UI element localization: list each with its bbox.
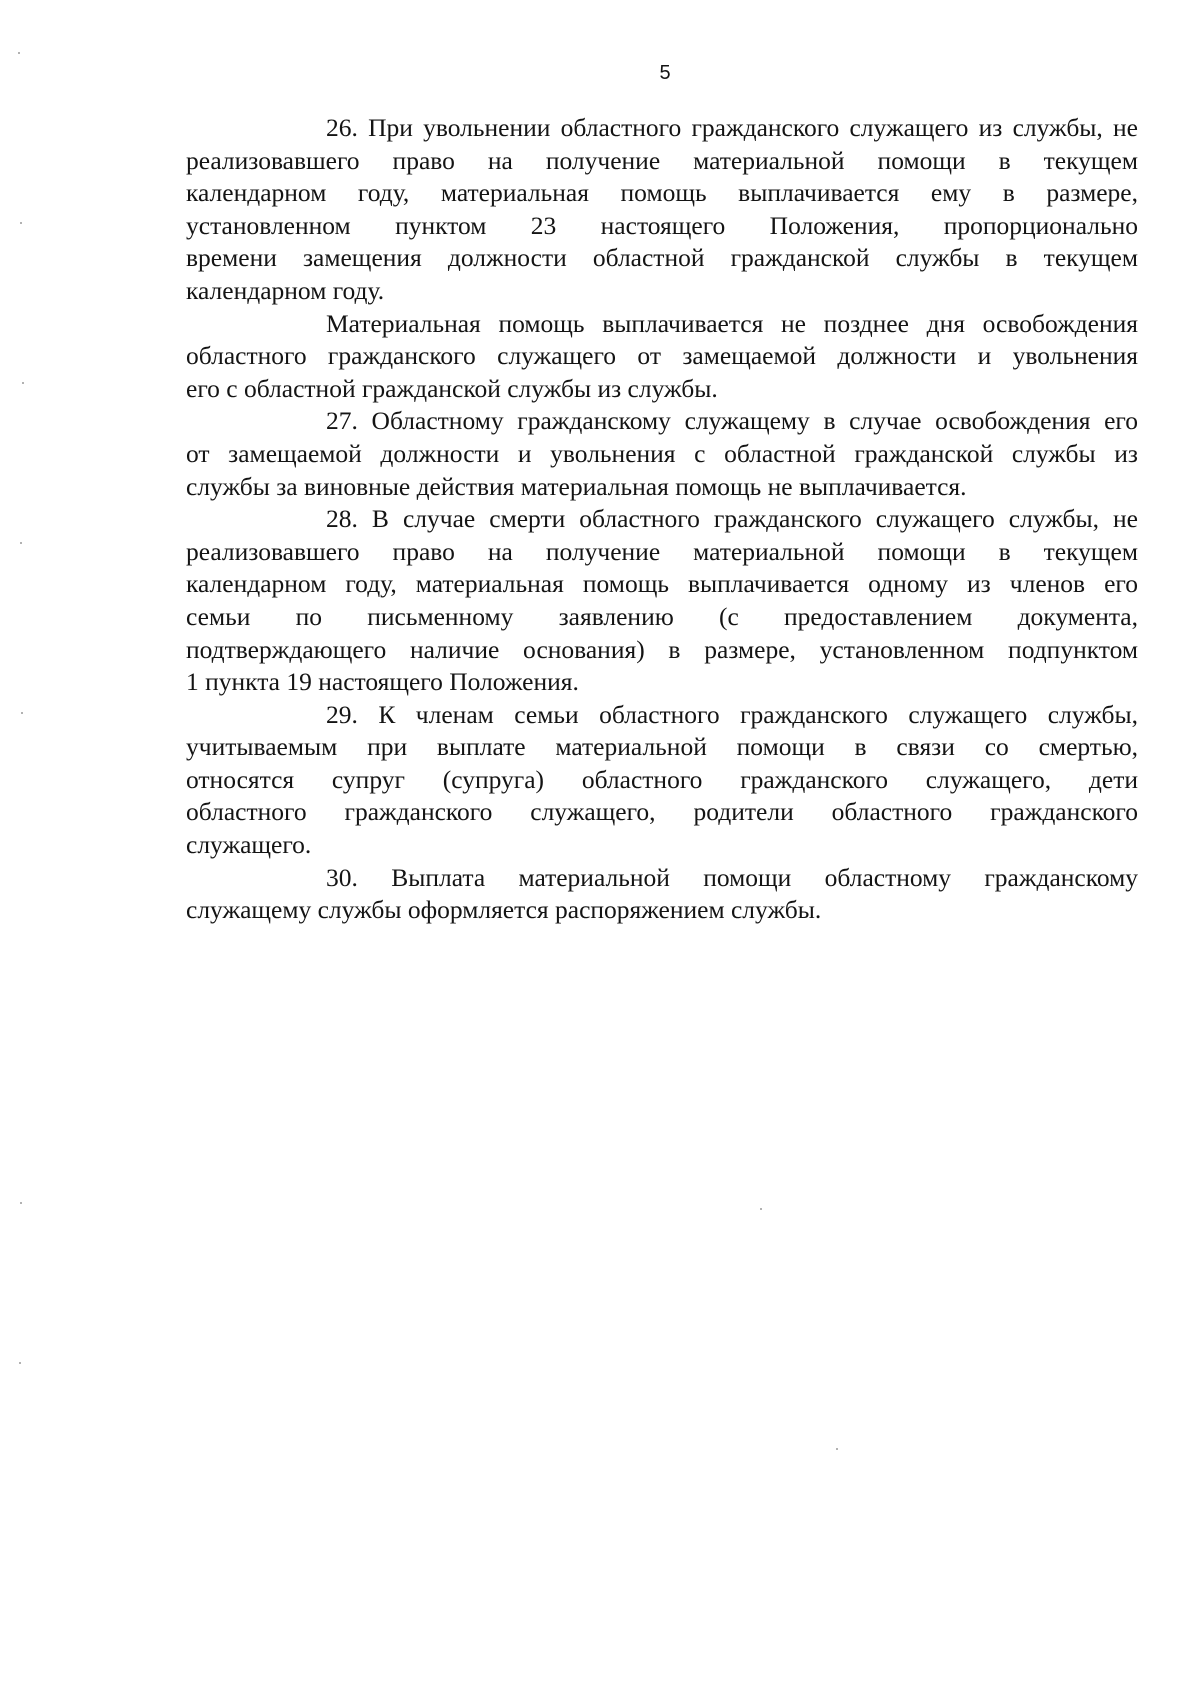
paragraph-line: установленном пунктом 23 настоящего Положения, пропорционально: [186, 210, 1138, 240]
paragraph-line: служащего.: [186, 830, 312, 860]
paragraph-line: Материальная помощь выплачивается не позднее дня освобождения: [326, 308, 1138, 338]
paragraph-line: календарном году.: [186, 275, 385, 305]
paragraph-line: его с областной гражданской службы из службы.: [186, 373, 718, 403]
paragraph-line: 1 пункта 19 настоящего Положения.: [186, 667, 579, 697]
document-body: [186, 112, 1138, 927]
paragraph-line: относятся супруг (супруга) областного гражданского служащего, дети: [186, 764, 1138, 794]
scan-speck: [760, 1208, 762, 1210]
scan-speck: [20, 1202, 22, 1204]
paragraph-line: подтверждающего наличие основания) в размере, установленном подпунктом: [186, 634, 1138, 664]
paragraph-line: служащему службы оформляется распоряжением службы.: [186, 895, 822, 925]
scan-speck: [22, 382, 24, 384]
paragraph-line: областного гражданского служащего от замещаемой должности и увольнения: [186, 341, 1138, 371]
paragraph-27: [186, 405, 1138, 503]
paragraph-30: [186, 862, 1138, 927]
paragraph-line: календарном году, материальная помощь выплачивается одному из членов его: [186, 569, 1138, 599]
paragraph-line: реализовавшего право на получение материальной помощи в текущем: [186, 536, 1138, 566]
paragraph-26: [186, 112, 1138, 308]
scan-speck: [19, 1362, 21, 1364]
paragraph-line: семьи по письменному заявлению (с предоставлением документа,: [186, 601, 1138, 631]
scan-speck: [21, 712, 23, 714]
page-number: 5: [659, 62, 671, 84]
scan-speck: [836, 1448, 838, 1450]
scan-speck: [20, 542, 22, 544]
paragraph-29: [186, 699, 1138, 862]
paragraph-line: 27. Областному гражданскому служащему в случае освобождения его: [326, 406, 1138, 436]
paragraph-line: 30. Выплата материальной помощи областному гражданскому: [326, 862, 1138, 892]
scan-speck: [18, 52, 20, 54]
paragraph-line: 26. При увольнении областного гражданского служащего из службы, не: [326, 113, 1138, 142]
paragraph-line: календарном году, материальная помощь выплачивается ему в размере,: [186, 178, 1138, 208]
paragraph-line: от замещаемой должности и увольнения с областной гражданской службы из: [186, 438, 1138, 468]
paragraph-line: 28. В случае смерти областного гражданского служащего службы, не: [326, 504, 1138, 534]
paragraph-line: времени замещения должности областной гражданской службы в текущем: [186, 243, 1138, 273]
paragraph-line: службы за виновные действия материальная помощь не выплачивается.: [186, 471, 967, 501]
scan-speck: [20, 222, 22, 224]
paragraph-line: реализовавшего право на получение материальной помощи в текущем: [186, 145, 1138, 175]
paragraph-28: [186, 503, 1138, 699]
paragraph-line: учитываемым при выплате материальной помощи в связи со смертью,: [186, 732, 1138, 762]
paragraph-line: областного гражданского служащего, родители областного гражданского: [186, 797, 1138, 827]
paragraph-line: 29. К членам семьи областного гражданского служащего службы,: [326, 699, 1138, 729]
paragraph-26-continued: [186, 308, 1138, 406]
